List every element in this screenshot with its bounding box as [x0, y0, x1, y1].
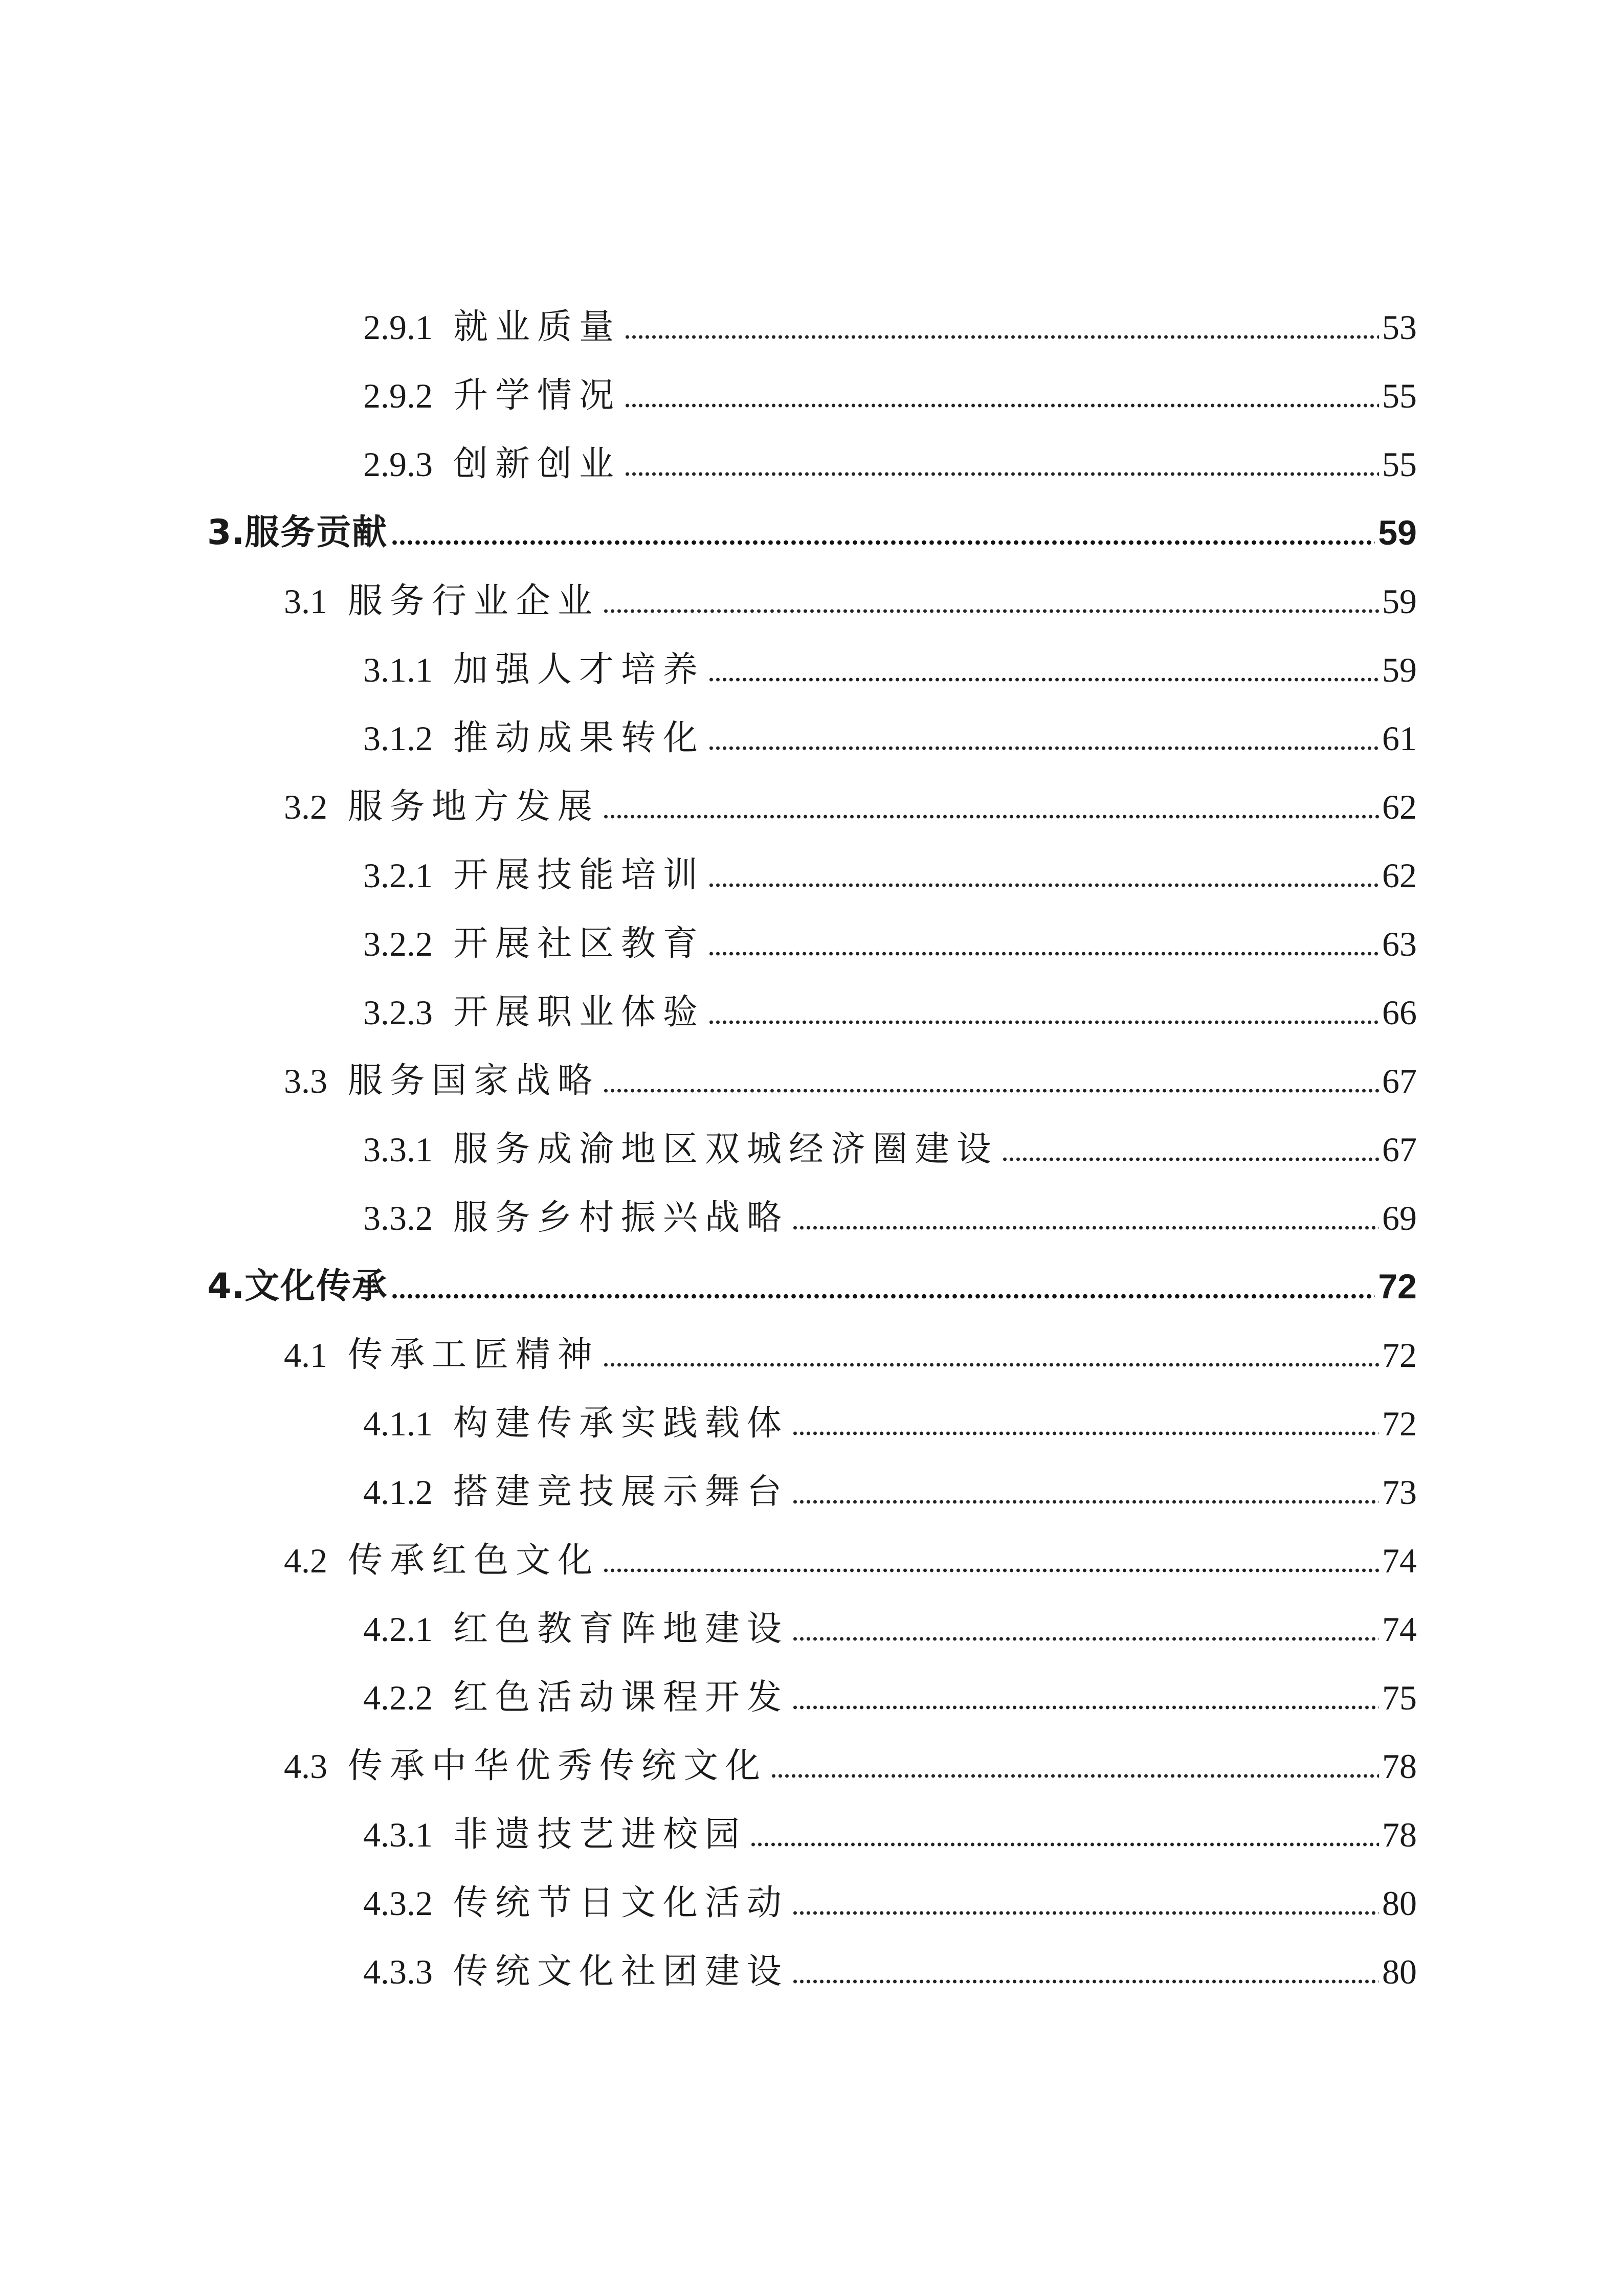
toc-entry-title: 搭建竞技展示舞台 — [453, 1472, 789, 1512]
toc-entry-page: 75 — [1382, 1678, 1417, 1717]
dot-leader — [708, 1019, 1379, 1026]
toc-entry-page: 69 — [1382, 1199, 1417, 1237]
dot-leader — [708, 950, 1379, 957]
toc-entry-2-9-2[interactable] — [363, 370, 1417, 421]
toc-entry-number: 2.9.3 — [363, 445, 433, 484]
dot-leader — [792, 1224, 1379, 1231]
toc-entry-number: 4.3 — [284, 1747, 327, 1786]
toc-entry-title: 就业质量 — [453, 307, 621, 347]
toc-entry-number: 3.1.2 — [363, 719, 433, 758]
toc-entry-3-3[interactable] — [284, 1055, 1417, 1107]
dot-leader — [792, 1978, 1379, 1985]
toc-entry-number: 3.3.2 — [363, 1199, 433, 1237]
toc-entry-number: 3.3.1 — [363, 1130, 433, 1169]
toc-entry-page: 72 — [1378, 1267, 1417, 1306]
toc-entry-3-1-1[interactable] — [363, 644, 1417, 695]
toc-entry-title: 服务贡献 — [244, 512, 388, 553]
toc-entry-page: 80 — [1382, 1952, 1417, 1991]
toc-entry-title: 服务行业企业 — [348, 581, 600, 621]
toc-entry-3-2-3[interactable] — [363, 987, 1417, 1038]
toc-entry-page: 78 — [1382, 1747, 1417, 1786]
toc-entry-page: 67 — [1382, 1130, 1417, 1169]
toc-entry-page: 59 — [1382, 582, 1417, 621]
toc-entry-number: 2.9.1 — [363, 308, 433, 347]
toc-entry-3-3-1[interactable] — [363, 1124, 1417, 1175]
toc-entry-number: 4.3.2 — [363, 1884, 433, 1923]
toc-entry-page: 78 — [1382, 1815, 1417, 1854]
dot-leader — [792, 1430, 1379, 1437]
toc-entry-number: 3.1.1 — [363, 650, 433, 689]
dot-leader — [1002, 1156, 1379, 1163]
toc-entry-4-1[interactable] — [284, 1330, 1417, 1381]
toc-entry-4-1-1[interactable] — [363, 1398, 1417, 1449]
toc-entry-page: 74 — [1382, 1541, 1417, 1580]
toc-entry-number: 3.3 — [284, 1062, 327, 1100]
toc-entry-number: 4.3.1 — [363, 1815, 433, 1854]
toc-entry-title: 文化传承 — [244, 1266, 388, 1307]
toc-entry-number: 4.2.1 — [363, 1610, 433, 1649]
toc-entry-2-9-1[interactable] — [363, 302, 1417, 353]
toc-entry-title: 构建传承实践载体 — [453, 1403, 789, 1444]
toc-entry-title: 非遗技艺进校园 — [453, 1814, 747, 1855]
dot-leader — [624, 333, 1379, 341]
toc-entry-4-3-3[interactable] — [363, 1946, 1417, 1997]
toc-entry-page: 67 — [1382, 1062, 1417, 1100]
toc-entry-page: 72 — [1382, 1404, 1417, 1443]
dot-leader — [391, 1293, 1375, 1300]
dot-leader — [792, 1635, 1379, 1642]
toc-entry-4-2[interactable] — [284, 1535, 1417, 1586]
toc-entry-page: 59 — [1378, 513, 1417, 552]
toc-entry-page: 66 — [1382, 993, 1417, 1032]
toc-entry-page: 62 — [1382, 787, 1417, 826]
dot-leader — [603, 1567, 1379, 1574]
toc-entry-number: 3.2.3 — [363, 993, 433, 1032]
toc-entry-page: 59 — [1382, 650, 1417, 689]
toc-entry-4-2-1[interactable] — [363, 1604, 1417, 1655]
toc-entry-3-1[interactable] — [284, 576, 1417, 627]
toc-entry-title: 开展技能培训 — [453, 855, 705, 895]
toc-entry-title: 开展社区教育 — [453, 924, 705, 964]
toc-entry-title: 红色活动课程开发 — [453, 1677, 789, 1718]
toc-entry-3[interactable] — [207, 507, 1417, 558]
toc-entry-title: 传承红色文化 — [348, 1540, 600, 1581]
toc-entry-number: 3.2.1 — [363, 856, 433, 895]
toc-entry-number: 4.2 — [284, 1541, 327, 1580]
toc-entry-number: 2.9.2 — [363, 376, 433, 415]
toc-entry-page: 63 — [1382, 925, 1417, 963]
toc-entry-number: 3.1 — [284, 582, 327, 621]
toc-entry-4-1-2[interactable] — [363, 1467, 1417, 1518]
toc-entry-title: 服务地方发展 — [348, 786, 600, 827]
toc-entry-title: 传承中华优秀传统文化 — [348, 1746, 768, 1786]
toc-entry-title: 传承工匠精神 — [348, 1335, 600, 1375]
toc-entry-4[interactable] — [207, 1261, 1417, 1312]
dot-leader — [624, 470, 1379, 478]
toc-entry-page: 61 — [1382, 719, 1417, 758]
dot-leader — [391, 539, 1375, 546]
toc-entry-page: 53 — [1382, 308, 1417, 347]
toc-entry-3-2[interactable] — [284, 781, 1417, 832]
toc-entry-title: 服务国家战略 — [348, 1061, 600, 1101]
dot-leader — [708, 676, 1379, 683]
toc-entry-number: 4.2.2 — [363, 1678, 433, 1717]
toc-entry-number: 4.1.2 — [363, 1473, 433, 1512]
toc-entry-2-9-3[interactable] — [363, 439, 1417, 490]
toc-entry-page: 55 — [1382, 445, 1417, 484]
toc-entry-3-1-2[interactable] — [363, 713, 1417, 764]
toc-entry-page: 55 — [1382, 376, 1417, 415]
toc-entry-number: 4.1 — [284, 1336, 327, 1375]
dot-leader — [603, 813, 1379, 820]
dot-leader — [624, 402, 1379, 409]
toc-entry-page: 80 — [1382, 1884, 1417, 1923]
toc-entry-page: 62 — [1382, 856, 1417, 895]
toc-entry-4-3-1[interactable] — [363, 1809, 1417, 1860]
toc-entry-number: 3.2 — [284, 787, 327, 826]
toc-entry-title: 传统文化社团建设 — [453, 1951, 789, 1992]
toc-entry-3-3-2[interactable] — [363, 1192, 1417, 1244]
toc-entry-4-3[interactable] — [284, 1741, 1417, 1792]
dot-leader — [603, 607, 1379, 615]
toc-entry-4-2-2[interactable] — [363, 1672, 1417, 1723]
toc-entry-page: 73 — [1382, 1473, 1417, 1512]
toc-entry-title: 传统节日文化活动 — [453, 1883, 789, 1923]
toc-entry-number: 4.1.1 — [363, 1404, 433, 1443]
toc-entry-number: 3. — [207, 512, 245, 553]
toc-entry-3-2-1[interactable] — [363, 850, 1417, 901]
dot-leader — [603, 1361, 1379, 1368]
toc-entry-page: 74 — [1382, 1610, 1417, 1649]
dot-leader — [792, 1704, 1379, 1711]
dot-leader — [792, 1498, 1379, 1505]
toc-entry-title: 服务乡村振兴战略 — [453, 1198, 789, 1238]
toc-entry-4-3-2[interactable] — [363, 1878, 1417, 1929]
dot-leader — [770, 1772, 1379, 1780]
dot-leader — [603, 1087, 1379, 1094]
toc-entry-title: 开展职业体验 — [453, 992, 705, 1032]
toc-entry-number: 3.2.2 — [363, 925, 433, 963]
toc-entry-3-2-2[interactable] — [363, 918, 1417, 970]
dot-leader — [750, 1841, 1379, 1848]
toc-entry-title: 升学情况 — [453, 375, 621, 416]
toc-entry-number: 4. — [207, 1266, 245, 1307]
toc-entry-title: 推动成果转化 — [453, 718, 705, 758]
toc-entry-page: 72 — [1382, 1336, 1417, 1375]
toc-entry-title: 创新创业 — [453, 444, 621, 484]
toc-entry-title: 服务成渝地区双城经济圈建设 — [453, 1129, 999, 1169]
toc-entry-title: 加强人才培养 — [453, 649, 705, 690]
dot-leader — [708, 882, 1379, 889]
toc-entry-number: 4.3.3 — [363, 1952, 433, 1991]
toc-entry-title: 红色教育阵地建设 — [453, 1609, 789, 1649]
dot-leader — [708, 745, 1379, 752]
dot-leader — [792, 1909, 1379, 1917]
